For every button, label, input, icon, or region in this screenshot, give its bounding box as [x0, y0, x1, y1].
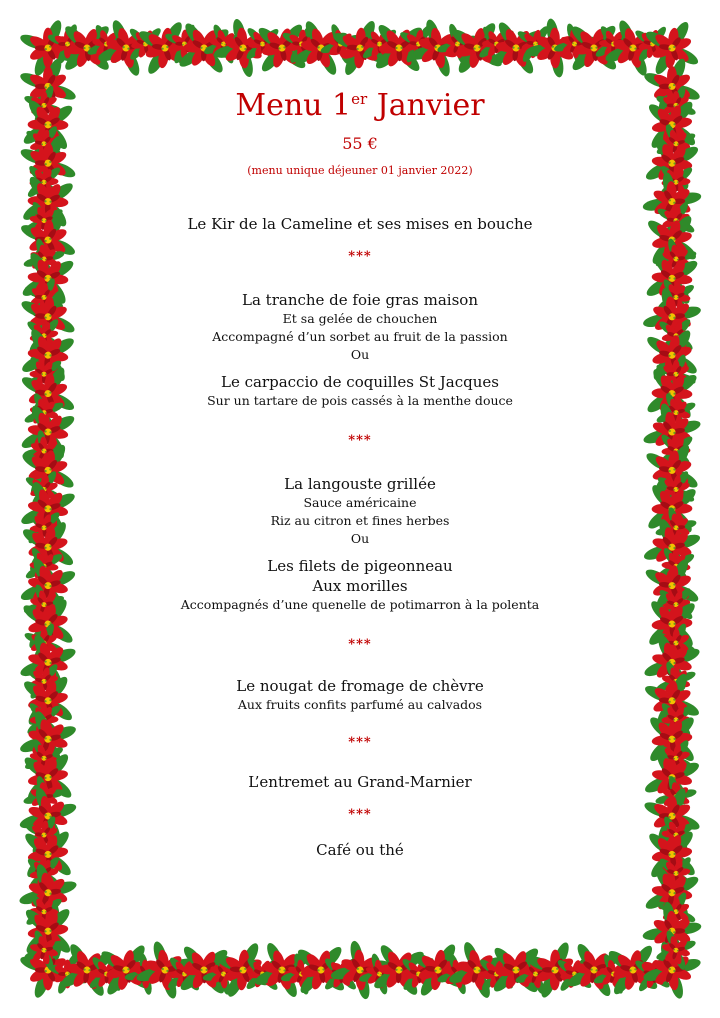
cheese-title: Le nougat de fromage de chèvre — [236, 677, 484, 695]
starter2-title: Le carpaccio de coquilles St Jacques — [220, 373, 499, 391]
separator: *** — [348, 735, 372, 750]
starter1-line2: Accompagné d’un sorbet au fruit de la passion — [212, 329, 508, 344]
or-label: Ou — [350, 531, 370, 546]
cheese-line1: Aux fruits confits parfumé au calvados — [237, 697, 483, 712]
separator: *** — [348, 637, 372, 652]
page-title: Menu 1er Janvier — [235, 88, 485, 123]
main2-title: Les filets de pigeonneau — [267, 557, 453, 575]
aperitif-title: Le Kir de la Cameline et ses mises en bouche — [187, 215, 533, 233]
menu-price: 55 € — [342, 134, 378, 153]
menu-content — [80, 80, 640, 940]
coffee-title: Café ou thé — [316, 841, 404, 859]
separator: *** — [348, 249, 372, 264]
dessert-title: L’entremet au Grand-Marnier — [248, 773, 472, 791]
main1-title: La langouste grillée — [284, 475, 436, 493]
separator: *** — [348, 807, 372, 822]
separator: *** — [348, 433, 372, 448]
starter1-line1: Et sa gelée de chouchen — [282, 311, 438, 326]
main2-line1: Accompagnés d’une quenelle de potimarron à la polenta — [180, 597, 540, 612]
starter1-title: La tranche de foie gras maison — [242, 291, 478, 309]
main2-subtitle: Aux morilles — [312, 577, 408, 595]
main1-line2: Riz au citron et fines herbes — [270, 513, 450, 528]
menu-note: (menu unique déjeuner 01 janvier 2022) — [247, 164, 473, 177]
or-label: Ou — [350, 347, 370, 362]
starter2-line1: Sur un tartare de pois cassés à la menthe douce — [207, 393, 513, 408]
main1-line1: Sauce américaine — [303, 495, 417, 510]
